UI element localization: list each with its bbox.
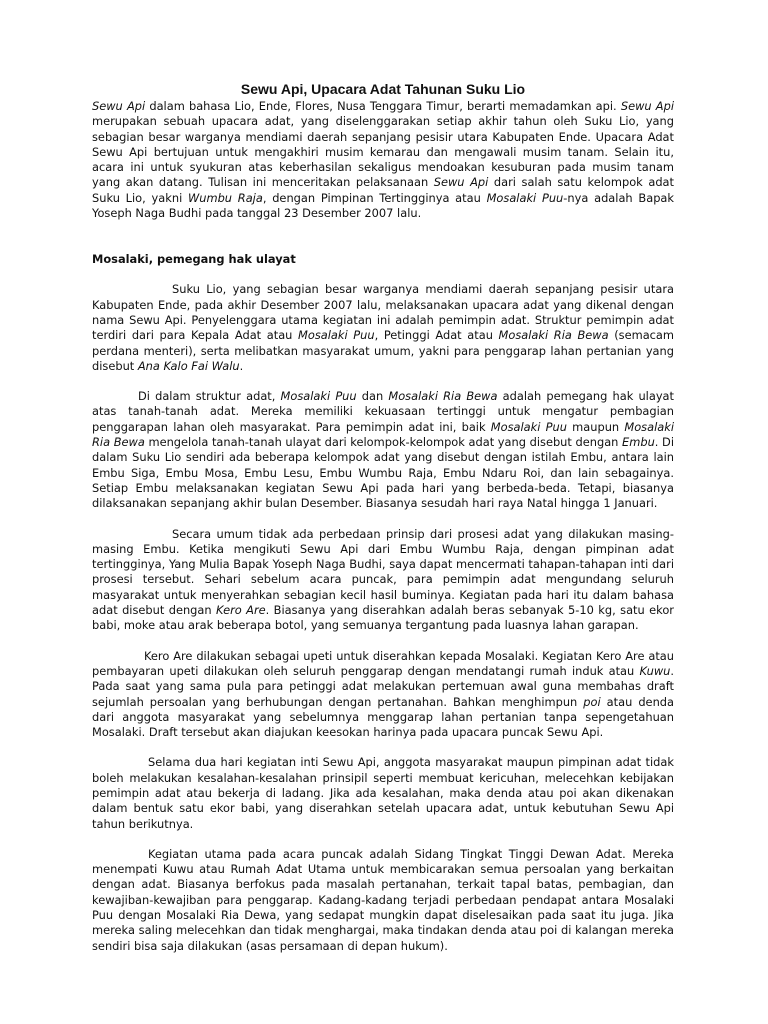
text-run: atau denda dari anggota masyarakat yang sebelumnya menggarap lahan pertanian tanpa sepengetahuan Mosalaki. Draft tersebut akan diajukan keesokan harinya pada upacara puncak Sewu Api. [92, 694, 674, 740]
italic-term: Kuwu [639, 663, 671, 678]
italic-term: Mosalaki Puu [298, 328, 375, 343]
text-run: dan [356, 389, 389, 404]
intro-paragraph [92, 99, 674, 221]
text-run: mengelola tanah-tanah ulayat dari kelompok-kelompok adat yang disebut dengan [144, 435, 623, 450]
text-run: . Di dalam Suku Lio sendiri ada beberapa kelompok adat yang disebut dengan istilah Embu, antara lain Embu Siga, Embu Mosa, Embu Lesu, Embu Wumbu Raja, Embu Ndaru Roi, dan lain sebagainya. Setiap Embu melaksanakan kegiatan Sewu Api pada hari yang berbeda-beda. Tetapi, biasanya dilaksanakan sepanjang akhir bulan Desember. Biasanya sesudah hari raya Natal hingga 1 Januari. [92, 435, 674, 511]
text-run: merupakan sebuah upacara adat, yang diselenggarakan setiap akhir tahun oleh Suku Lio, yang sebagian besar warganya mendiami daerah sepanjang pesisir utara Kabupaten Ende. Upacara Adat Sewu Api bertujuan untuk mengakhiri musim kemarau dan mengawali musim tanam. Selain itu, acara ini untuk syukuran atas keberhasilan sekaligus mendoakan kesuburan pada musim tanam yang akan datang. Tulisan ini menceritakan pelaksanaan [92, 114, 674, 190]
italic-term: poi [583, 694, 601, 709]
italic-term: Mosalaki Puu [490, 419, 567, 434]
italic-term: Sewu Api [92, 99, 146, 113]
body-paragraph-5 [92, 755, 674, 831]
text-run: dari salah satu kelompok adat Suku Lio, yakni [92, 175, 674, 205]
text-run: . Pada saat yang sama pula para petinggi adat melakukan pertemuan awal guna membahas draft sejumlah persoalan yang berhubungan dengan pertanahan. Bahkan menghimpun [92, 663, 674, 709]
text-run: , Petinggi Adat atau [374, 328, 499, 343]
text-run: -nya adalah Bapak Yoseph Naga Budhi pada tanggal 23 Desember 2007 lalu. [92, 190, 675, 221]
document-title: Sewu Api, Upacara Adat Tahunan Suku Lio [240, 81, 526, 97]
text-run: . Biasanya yang diserahkan adalah beras sebanyak 5-10 kg, satu ekor babi, moke atau arak beberapa botol, yang semuanya tergantung pada luasnya lahan garapan. [92, 603, 674, 633]
italic-term: Embu [622, 435, 655, 450]
text-run: , dengan Pimpinan Tertingginya atau [262, 190, 487, 205]
italic-term: Mosalaki Ria Bewa [498, 328, 609, 343]
italic-term: Kero Are [216, 603, 266, 618]
italic-term: Ana Kalo Fai Walu [137, 358, 240, 373]
section-heading: Mosalaki, pemegang hak ulayat [92, 252, 296, 267]
text-run: Di dalam struktur adat, [138, 389, 281, 404]
text-run: Suku Lio, yang sebagian besar warganya mendiami daerah sepanjang pesisir utara Kabupaten Ende, pada akhir Desember 2007 lalu, melaksanakan upacara adat yang dikenal dengan nama Sewu Api. Penyelenggara utama kegiatan ini adalah pemimpin adat. Struktur pemimpin adat terdiri dari para Kepala Adat atau [92, 282, 674, 343]
text-run: adalah pemegang hak ulayat atas tanah-tanah adat. Mereka memiliki kekuasaan tertinggi untuk mengatur pembagian penggarapan lahan oleh masyarakat. Para pemimpin adat ini, baik [92, 389, 675, 434]
body-paragraph-2 [92, 389, 674, 511]
text-run: dalam bahasa Lio, Ende, Flores, Nusa Tenggara Timur, berarti memadamkan api. [145, 99, 621, 113]
text-run: Kegiatan utama pada acara puncak adalah Sidang Tingkat Tinggi Dewan Adat. Mereka menempati Kuwu atau Rumah Adat Utama untuk membicarakan semua persoalan yang berkaitan dengan adat. Biasanya berfokus pada masalah pertanahan, terkait tapal batas, pembagian, dan kewajiban-kewajiban para penggarap. Kadang-kadang terjadi perbedaan pendapat antara Mosalaki Puu dengan Mosalaki Ria Dewa, yang sedapat mungkin dapat diselesaikan pada saat itu juga. Jika mereka saling melecehkan dan tidak menghargai, maka tindakan denda atau poi di kalangan mereka sendiri bisa saja dilakukan (asas persamaan di depan hukum). [92, 846, 674, 953]
text-run: Secara umum tidak ada perbedaan prinsip dari prosesi adat yang dilakukan masing-masing Embu. Ketika mengikuti Sewu Api dari Embu Wumbu Raja, dengan pimpinan adat tertingginya, Yang Mulia Bapak Yoseph Naga Budhi, saya dapat mencermati tahapan-tahapan inti dari prosesi tersebut. Sehari sebelum acara puncak, para pemimpin adat mengundang seluruh masyarakat untuk menyerahkan sebagian kecil hasil buminya. Kegiatan pada hari itu dalam bahasa adat disebut dengan [92, 526, 674, 618]
italic-term: Mosalaki Ria Bewa [388, 389, 498, 404]
text-run: (semacam perdana menteri), serta melibatkan masyarakat umum, yakni para penggarap lahan pertanian yang disebut [92, 328, 675, 373]
body-paragraph-1 [92, 282, 674, 374]
italic-term: Sewu Api [433, 175, 489, 190]
body-paragraph-3 [92, 527, 674, 634]
italic-term: Mosalaki Ria Bewa [92, 419, 674, 450]
italic-term: Sewu Api [620, 99, 674, 113]
italic-term: Mosalaki Puu [486, 190, 564, 205]
body-paragraph-6 [92, 847, 674, 954]
text-run: maupun [566, 419, 625, 434]
italic-term: Mosalaki Puu [280, 389, 357, 404]
text-run: Kero Are dilakukan sebagai upeti untuk diserahkan kepada Mosalaki. Kegiatan Kero Are atau pembayaran upeti dilakukan oleh seluruh penggarap dengan mendatangi rumah induk atau [92, 648, 674, 678]
text-run: . [239, 358, 244, 373]
text-run: Selama dua hari kegiatan inti Sewu Api, anggota masyarakat maupun pimpinan adat tidak boleh melakukan kesalahan-kesalahan prinsipil seperti membuat kericuhan, melecehkan kebijakan pemimpin adat atau bekerja di ladang. Jika ada kesalahan, maka denda atau poi akan dikenakan dalam bentuk satu ekor babi, yang diserahkan setelah upacara adat, untuk kebutuhan Sewu Api tahun berikutnya. [92, 755, 674, 831]
italic-term: Wumbu Raja [188, 190, 263, 205]
body-paragraph-4 [92, 649, 674, 741]
